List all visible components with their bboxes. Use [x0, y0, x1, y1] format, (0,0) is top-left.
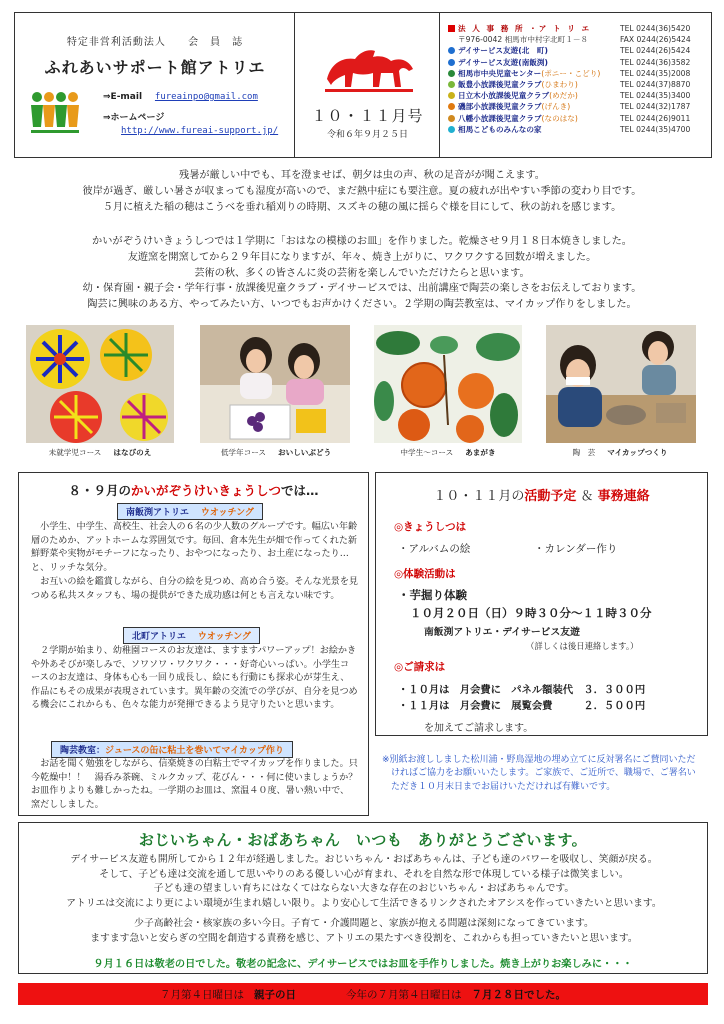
- facility-name: 飯豊小放課後児童クラブ(ひまわり): [458, 80, 578, 90]
- kitamachi-watching-tag: 北町アトリエ ウオッチング: [123, 627, 260, 644]
- contact-info: [103, 91, 278, 138]
- billing-october: ・１０月は 月会費に パネル額装代 ３．３００円: [398, 684, 646, 696]
- potato-digging-note: （詳しくは後日連絡します。）: [526, 641, 639, 651]
- thanks-line: ますます急いと安らぎの空間を創造する責務を感じ、アトリエの果たすべき役割を、これからも担っていきたいと思います。: [90, 932, 638, 944]
- intro-line: 幼・保育園・親子会・学年行事・放課後児童クラブ・デイサービスでは、出前講座で陶芸の楽しさをお伝えしております。: [82, 283, 642, 295]
- facility-phone: TEL 0244(26)9011: [620, 113, 691, 123]
- intro-line: 陶芸に興味のある方、やってみたい方、いつでもお声かけください。２学期の陶芸教室は、マイカップ作りをしました。: [87, 299, 637, 311]
- kitamachi-paragraph: ２学期が始まり、幼稚園コースのお友達は、ますますパワーアップ！お絵かきや外あそびが楽しみで、ソワソワ・ワクワク・・・好奇心いっぱい。小学生コースのお友達は、身体も心も一回り成長し、絵にも行動にも探求心が芽生え、作品にもその成果が表現されています。異年齢の交流での学びが、自分を見つめる機会にこれからも、色々な能力が発揮できるよう見守りたいと思います。: [31, 646, 358, 711]
- facility-dot-icon: [448, 103, 455, 110]
- billing-note: を加えてご請求します。: [424, 723, 534, 734]
- directory-row: [448, 34, 706, 45]
- classroom-report-article: [18, 472, 369, 816]
- directory-row: [448, 90, 706, 101]
- fureai-logo-icon: [29, 89, 81, 137]
- facility-name: 法 人 事 務 所 ・ア ト リ エ: [458, 24, 592, 33]
- thanks-line: そして、子ども達は交流を通して思いやりのある優しい心が育まれ、それを自然な形で体現している様子は微笑ましい。: [99, 868, 629, 880]
- grandparents-thanks-article: [18, 822, 708, 974]
- photo-caption-1: 未就学児コース はなびのえ: [48, 448, 152, 457]
- issue-number: １０・１１月号: [311, 107, 424, 125]
- org-line: [15, 33, 295, 48]
- header-brand-panel: [15, 13, 295, 157]
- issue-panel: [295, 13, 440, 157]
- directory-row: [448, 23, 706, 34]
- facility-nickname: (ひまわり): [541, 80, 578, 90]
- facility-phone: TEL 0244(35)4700: [620, 124, 691, 134]
- pottery-class-tag: 陶芸教室：ジュースの缶に粘土を巻いてマイカップ作り: [51, 741, 293, 758]
- homepage-link[interactable]: http://www.fureai-support.jp/: [121, 126, 279, 136]
- petition-notice: ※別紙お渡ししました松川浦・野鳥湿地の埋め立てに反対署名にご賛同いただければご協力をお願いいたします。ご家族で、ご近所で、職場で、ご署名いただき１０月末日までお届けいただければ有難いです。: [382, 755, 696, 792]
- potato-digging-item: ・芋掘り体験: [398, 588, 467, 602]
- intro-line: 彼岸が過ぎ、厳しい暑さが収まっても湿度が高いので、まだ熱中症にも要注意。夏の疲れが出やすい季節の変わり目です。: [82, 185, 642, 197]
- facility-phone: TEL 0244(26)5424: [620, 46, 691, 56]
- facility-dot-icon: [448, 47, 455, 54]
- facility-nickname: (ポニー・こどり): [541, 68, 601, 78]
- grandparents-thanks-title: おじいちゃん・おばあちゃん いつも ありがとうございます。: [138, 831, 588, 849]
- facility-nickname: (げんき): [541, 102, 571, 112]
- facility-dot-icon: [448, 126, 455, 133]
- classroom-report-title: ８・９月のかいがぞうけいきょうしつでは…: [68, 483, 319, 498]
- photo-persimmon-painting: [374, 325, 522, 443]
- facility-phone: TEL 0244(37)8870: [620, 80, 691, 90]
- billing-section-heading: ◎ご請求は: [394, 661, 446, 673]
- intro-pottery: [20, 234, 704, 313]
- thanks-line: 少子高齢社会・核家族の多い今日。子育て・介護問題と、家族が抱える問題は深刻になってきています。: [134, 918, 594, 930]
- photo-pottery-cup: [546, 325, 696, 443]
- directory-row: [448, 113, 706, 124]
- directory-row: [448, 124, 706, 135]
- potato-digging-date: １０月２０日（日）９時３０分～１１時３０分: [410, 606, 652, 620]
- schedule-notice-title: １０・１１月の活動予定 ＆ 事務連絡: [433, 489, 650, 504]
- facility-name: デイサービス友遊(南飯渕): [458, 57, 548, 67]
- facility-phone: TEL 0244(35)2008: [620, 68, 691, 78]
- newsletter-header: [14, 12, 712, 158]
- facility-phone: TEL 0244(32)1787: [620, 102, 691, 112]
- facility-dot-icon: [448, 115, 455, 122]
- facility-name: デイサービス友遊(北 町): [458, 46, 548, 56]
- photo-gallery: [26, 325, 698, 465]
- facility-phone: TEL 0244(36)3582: [620, 57, 691, 67]
- horses-logo-icon: [321, 43, 417, 95]
- photo-children-painting: [200, 325, 350, 443]
- facility-name: 相馬こどものみんなの家: [458, 124, 542, 134]
- office-marker-icon: [448, 25, 455, 32]
- periodical-type: 会 員 誌: [188, 37, 244, 48]
- intro-line: 芸術の秋、多くの皆さんに炎の芸術を楽しんでいただけたらと思います。: [194, 267, 530, 279]
- facility-name: 日立木小放課後児童クラブ(めだか): [458, 91, 578, 101]
- parent-child-day-banner: ７月第４日曜日は 親子の日 今年の７月第４日曜日は ７月２８日でした。: [18, 983, 708, 1005]
- issue-date: 令和６年９月２５日: [326, 130, 408, 140]
- grandparents-thanks-body: [25, 853, 703, 947]
- photo-caption-4: 陶 芸 マイカップつくり: [572, 448, 668, 457]
- facility-name: 磯部小放課後児童クラブ(げんき): [458, 102, 571, 112]
- facility-dot-icon: [448, 81, 455, 88]
- pottery-class-paragraph: お話を聞く勉強をしながら、信楽焼きの白粘土でマイカップを作りました。只今乾燥中！！ 湯呑み茶碗、ミルクカップ、花びん・・・何に使いましょうか？ お皿作りよりも難しかったね。一学期のお皿は、窯温４０度、暑い熱い中で、窯だししました。: [31, 759, 367, 810]
- facility-nickname: (めだか): [549, 91, 578, 101]
- directory-list: [448, 23, 706, 135]
- calendar-making-item: ・カレンダー作り: [534, 543, 618, 555]
- org-type: 特定非営利活動法人: [66, 37, 166, 48]
- brand-name: ふれあいサポート館アトリエ: [44, 58, 266, 77]
- photo-caption-2: 低学年コース おいしいぶどう: [220, 448, 332, 457]
- respect-for-aged-day-note: ９月１６日は敬老の日でした。敬老の記念に、デイサービスではお皿を手作りしました。焼き上がりお楽しみに・・・: [93, 959, 633, 970]
- intro-greeting: [20, 168, 704, 215]
- album-painting-item: ・アルバムの絵: [398, 543, 471, 555]
- facility-phone: TEL 0244(36)5420: [620, 24, 691, 33]
- directory-row: [448, 68, 706, 79]
- intro-line: 友遊窯を開窯してから２９年目になりますが、年々、焼き上がりに、ワクワクする回数が増えました。: [127, 251, 597, 263]
- minami-iibuchi-paragraph: 小学生、中学生、高校生、社会人の６名の少人数のグループです。幅広い年齢層のためか、アットホームな雰囲気です。毎回、倉本先生が畑で作ってくれた新鮮野菜や実物がモチーフになったり、おやつになったり、お土産になったり…と、リッチな気分。: [31, 522, 358, 573]
- email-link[interactable]: fureainpo@gmail.com: [154, 92, 258, 102]
- directory-row: [448, 101, 706, 112]
- facility-phone: FAX 0244(26)5424: [620, 35, 691, 45]
- experience-section-heading: ◎体験活動は: [394, 568, 456, 580]
- directory-row: [448, 79, 706, 90]
- intro-line: かいがぞうけいきょうしつでは１学期に「おはなの模様のお皿」を作りました。乾燥させ９月１８日本焼きしました。: [92, 236, 632, 247]
- facility-directory: [440, 13, 711, 157]
- schedule-notice-article: [375, 472, 708, 736]
- facility-dot-icon: [448, 70, 455, 77]
- facility-name: 相馬市中央児童センター(ポニー・こどり): [458, 68, 601, 78]
- homepage-label: ⇒ホームページ: [103, 113, 165, 123]
- facility-name: 八幡小放課後児童クラブ(なのはな): [458, 113, 578, 123]
- facility-nickname: (なのはな): [541, 113, 578, 123]
- directory-row: [448, 57, 706, 68]
- thanks-line: アトリエは交流により更によい環境が生まれ嬉しい限り。より安心して生活できるリンクされたオアシスを作っていきたいと思います。: [66, 897, 662, 909]
- thanks-line: デイサービス友遊も開所してから１２年が経過しました。おじいちゃん・おばあちゃんは、子ども達のパワーを吸収し、笑顔が戻る。: [70, 854, 658, 865]
- intro-line: 残暑が厳しい中でも、耳を澄ませば、朝夕は虫の声、秋の足音がが聞こえます。: [179, 170, 545, 181]
- potato-digging-place: 南飯渕アトリエ・デイサービス友遊: [424, 627, 580, 638]
- billing-november: ・１１月は 月会費に 展覧会費 ２．５００円: [398, 700, 646, 712]
- classroom-section-heading: ◎きょうしつは: [394, 521, 467, 533]
- intro-line: ５月に植えた稲の穂はこうべを垂れ稲刈りの時期、スズキの穂の風に揺らぐ様を目にして、秋の訪れを感じます。: [102, 201, 622, 213]
- facility-phone: TEL 0244(35)3400: [620, 91, 691, 101]
- facility-dot-icon: [448, 59, 455, 66]
- minami-iibuchi-paragraph-2: お互いの絵を鑑賞しながら、自分の絵を見つめ、高め合う姿。そんな光景を見つめる私共スタッフも、場の提供ができた成功感は何とも言えない味です。: [31, 577, 359, 601]
- photo-caption-3: 中学生〜コース あまがき: [400, 448, 496, 457]
- minami-iibuchi-watching-tag: 南飯渕アトリエ ウオッチング: [117, 503, 263, 520]
- directory-row: [448, 45, 706, 56]
- facility-name: 〒976-0042 相馬市中村字北町１－８: [458, 35, 589, 45]
- photo-fireworks-paintings: [26, 325, 174, 443]
- facility-dot-icon: [448, 92, 455, 99]
- thanks-line: 子ども達の望ましい育ちにはなくてはならない大きな存在のおじいちゃん・おばあちゃんです。: [153, 883, 575, 895]
- email-label: ⇒E-mail: [103, 92, 143, 102]
